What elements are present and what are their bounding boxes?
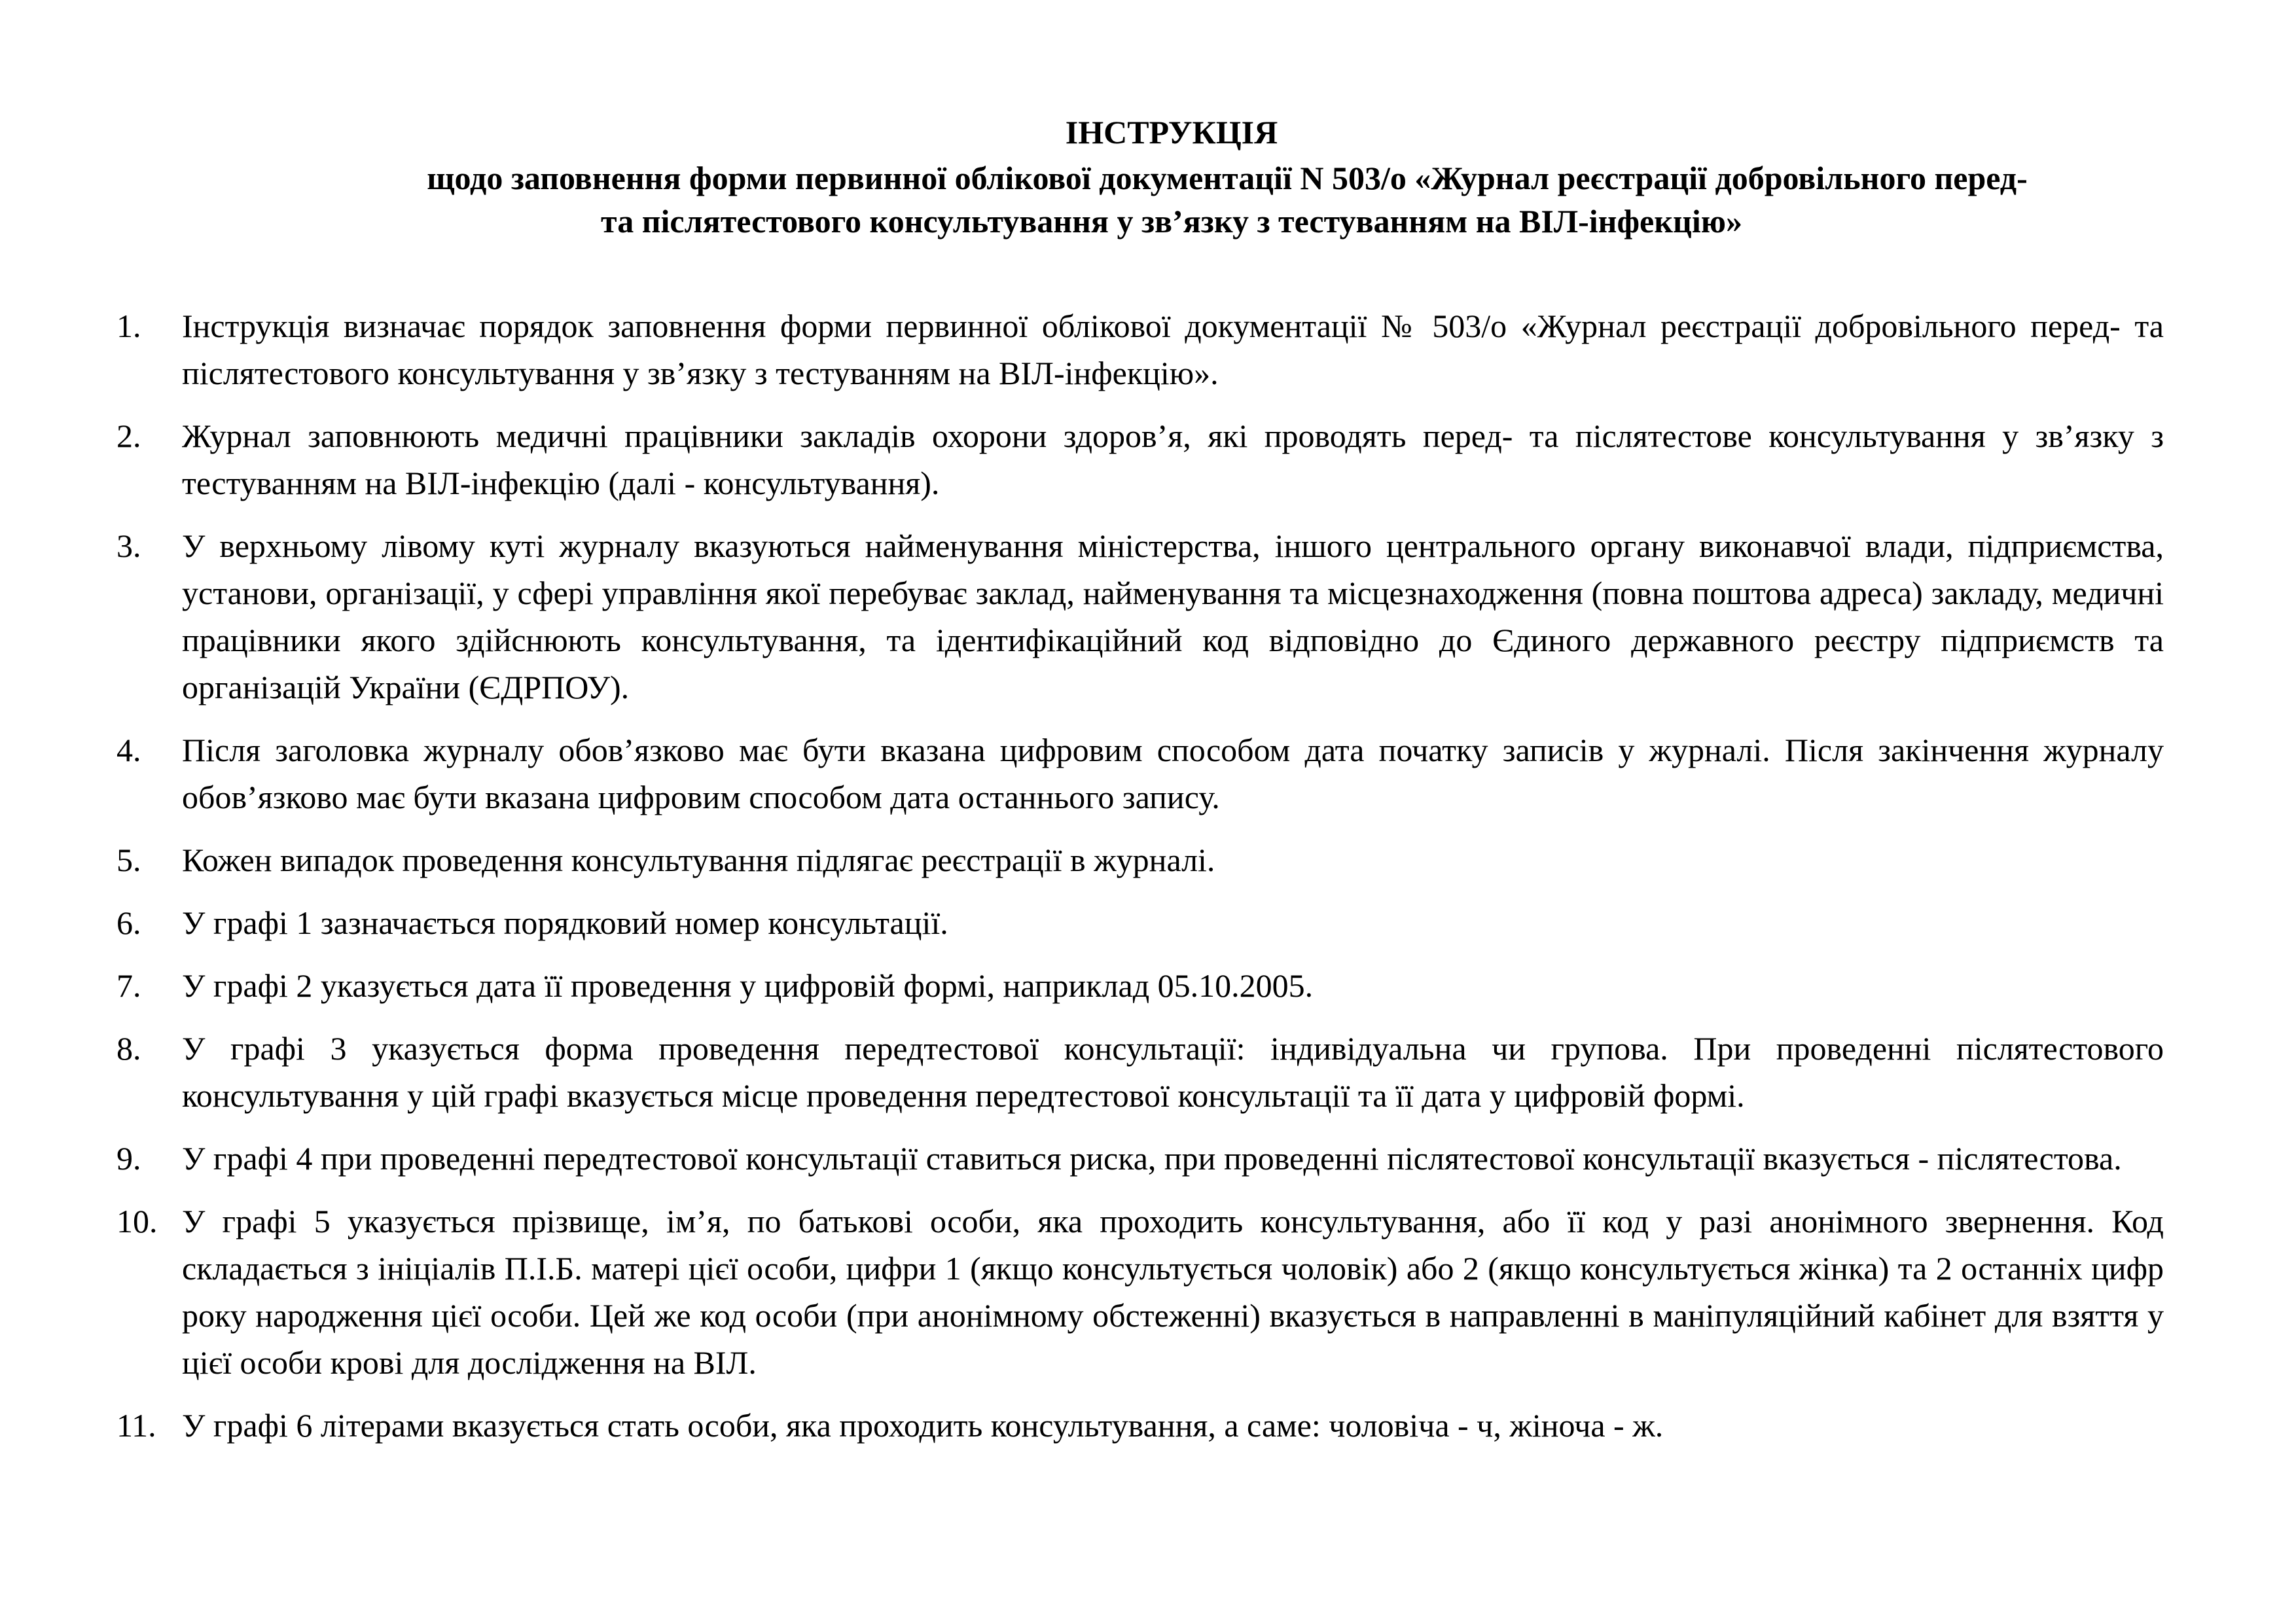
document-title	[196, 110, 2147, 243]
item-number: 10.	[117, 1203, 158, 1240]
item-text: Інструкція визначає порядок заповнення форми первинної облікової документації № 503/о «Журнал реєстрації добровільного перед- та післятестового консультування у зв’язку з тестуванням на ВІЛ-інфекцію».	[182, 308, 2164, 391]
item-number: 7.	[117, 967, 141, 1004]
list-item	[117, 1135, 2164, 1182]
list-item	[117, 522, 2164, 711]
item-text: У графі 2 указується дата її проведення у цифровій формі, наприклад 05.10.2005.	[182, 967, 1314, 1004]
item-text: У графі 4 при проведенні передтестової консультації ставиться риска, при проведенні післятестової консультації вказується - післятестова.	[182, 1140, 2122, 1177]
list-item	[117, 726, 2164, 821]
title-subheading-line-1: щодо заповнення форми первинної облікової документації N 503/о «Журнал реєстрації добровільного перед-	[427, 160, 2028, 196]
item-text: У графі 6 літерами вказується стать особи, яка проходить консультування, а саме: чоловіча - ч, жіноча - ж.	[182, 1407, 1664, 1444]
title-heading: ІНСТРУКЦІЯ	[1065, 114, 1278, 151]
item-text: Після заголовка журналу обов’язково має бути вказана цифровим способом дата початку записів у журналі. Після закінчення журналу обов’язково має бути вказана цифровим способом дата останнього запису.	[182, 732, 2164, 815]
list-item	[117, 302, 2164, 397]
list-item	[117, 836, 2164, 883]
item-number: 11.	[117, 1407, 156, 1444]
item-number: 3.	[117, 527, 141, 564]
list-item	[117, 962, 2164, 1009]
item-text: Кожен випадок проведення консультування підлягає реєстрації в журналі.	[182, 842, 1215, 878]
item-number: 5.	[117, 842, 141, 878]
list-item	[117, 412, 2164, 507]
item-text: У графі 1 зазначається порядковий номер консультації.	[182, 904, 948, 941]
title-subheading-line-2: та післятестового консультування у зв’язку з тестуванням на ВІЛ-інфекцію»	[601, 203, 1742, 240]
item-number: 8.	[117, 1030, 141, 1067]
item-number: 4.	[117, 732, 141, 768]
item-text: У верхньому лівому куті журналу вказуються найменування міністерства, іншого центрального органу виконавчої влади, підприємства, установи, організації, у сфері управління якої перебуває заклад, найменування та місцезнаходження (повна поштова адреса) закладу, медичні працівники якого здійснюють консультування, та ідентифікаційний код відповідно до Єдиного державного реєстру підприємств та організацій України (ЄДРПОУ).	[182, 527, 2164, 705]
item-text: Журнал заповнюють медичні працівники закладів охорони здоров’я, які проводять перед- та післятестове консультування у зв’язку з тестуванням на ВІЛ-інфекцію (далі - консультування).	[182, 418, 2164, 501]
item-number: 9.	[117, 1140, 141, 1177]
item-text: У графі 5 указується прізвище, ім’я, по батькові особи, яка проходить консультування, або її код у разі анонімного звернення. Код складається з ініціалів П.І.Б. матері цієї особи, цифри 1 (якщо консультується чоловік) або 2 (якщо консультується жінка) та 2 останніх цифр року народження цієї особи. Цей же код особи (при анонімному обстеженні) вказується в направленні в маніпуляційний кабінет для взяття у цієї особи крові для дослідження на ВІЛ.	[182, 1203, 2164, 1381]
list-item	[117, 1198, 2164, 1386]
list-item	[117, 899, 2164, 946]
item-number: 2.	[117, 418, 141, 454]
item-number: 1.	[117, 308, 141, 344]
list-item	[117, 1025, 2164, 1119]
list-item	[117, 1402, 2164, 1449]
item-number: 6.	[117, 904, 141, 941]
instruction-list	[117, 302, 2164, 1449]
item-text: У графі 3 указується форма проведення передтестової консультації: індивідуальна чи групова. При проведенні післятестового консультування у цій графі вказується місце проведення передтестової консультації та її дата у цифровій формі.	[182, 1030, 2164, 1114]
